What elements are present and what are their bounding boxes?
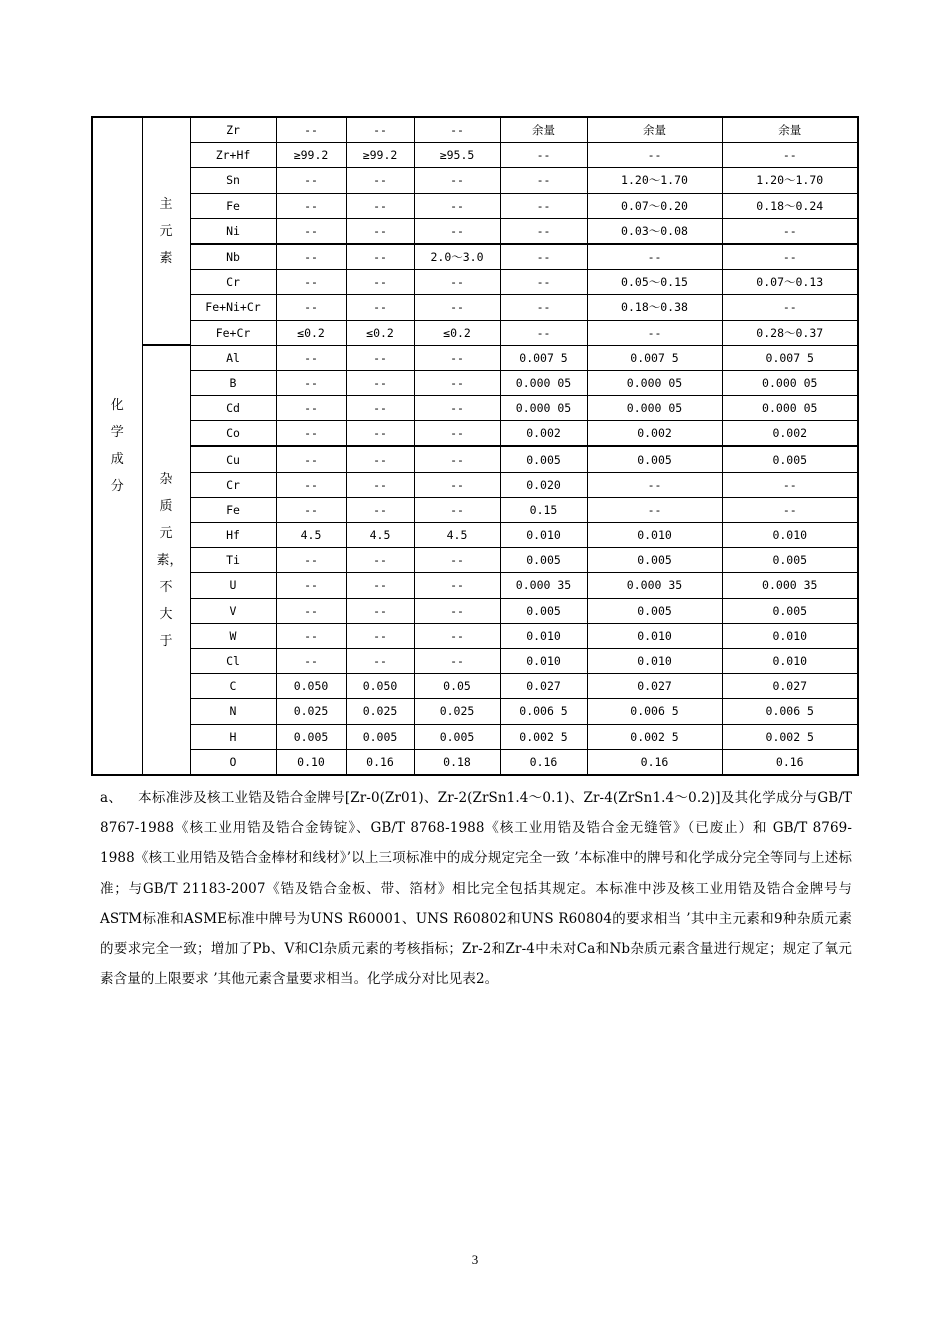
value-cell: --	[587, 244, 722, 270]
value-cell: 1.20～1.70	[722, 168, 858, 193]
table-row	[92, 143, 858, 168]
value-cell: --	[276, 648, 346, 673]
value-cell: --	[276, 497, 346, 522]
value-cell: --	[414, 345, 500, 370]
value-cell: 0.18	[414, 749, 500, 775]
value-cell: 0.005	[722, 446, 858, 472]
value-cell: 0.000 05	[587, 396, 722, 421]
value-cell: --	[414, 472, 500, 497]
value-cell: --	[276, 396, 346, 421]
value-cell: --	[414, 370, 500, 395]
value-cell: 1.20～1.70	[587, 168, 722, 193]
value-cell: --	[414, 573, 500, 598]
element-cell: B	[190, 370, 276, 395]
table-row	[92, 345, 858, 370]
table-row	[92, 218, 858, 244]
value-cell: --	[276, 295, 346, 320]
value-cell: 0.025	[346, 699, 414, 724]
element-cell: V	[190, 598, 276, 623]
value-cell: --	[414, 421, 500, 447]
value-cell: --	[414, 270, 500, 295]
value-cell: --	[722, 497, 858, 522]
element-cell: Cu	[190, 446, 276, 472]
value-cell: --	[500, 168, 587, 193]
value-cell: --	[346, 270, 414, 295]
table-row	[92, 472, 858, 497]
value-cell: --	[276, 193, 346, 218]
value-cell: --	[722, 218, 858, 244]
table-row	[92, 523, 858, 548]
value-cell: 0.002 5	[722, 724, 858, 749]
value-cell: 0.10	[276, 749, 346, 775]
element-cell: U	[190, 573, 276, 598]
value-cell: 0.000 05	[722, 370, 858, 395]
value-cell: 0.010	[587, 648, 722, 673]
value-cell: 0.010	[500, 623, 587, 648]
value-cell: --	[346, 218, 414, 244]
value-cell: --	[346, 598, 414, 623]
value-cell: --	[276, 345, 346, 370]
value-cell: --	[414, 218, 500, 244]
value-cell: 0.000 05	[500, 370, 587, 395]
value-cell: 0.006 5	[722, 699, 858, 724]
value-cell: 0.16	[587, 749, 722, 775]
element-cell: Nb	[190, 244, 276, 270]
value-cell: --	[587, 472, 722, 497]
table-row	[92, 648, 858, 673]
value-cell: --	[414, 193, 500, 218]
element-cell: O	[190, 749, 276, 775]
value-cell: 0.002 5	[500, 724, 587, 749]
value-cell: 0.005	[587, 598, 722, 623]
footnote-text: 本标准涉及核工业锆及锆合金牌号[Zr-0(Zr01)、Zr-2(ZrSn1.4～0.1)、Zr-4(ZrSn1.4～0.2)]及其化学成分与GB/T 8767-1988《核工业用锆及锆合金铸锭》、GB/T 8768-1988《核工业用锆及锆合金无缝管》（已废止）和 GB/T 8769-1988《核工业用锆及锆合金棒材和线材》’以上三项标准中的成分规定完全一致 ’本标准中的牌号和化学成分完全等同与上述标准；与GB/T 21183-2007《锆及锆合金板、带、箔材》相比完全包括其规定。本标准中涉及核工业用锆及锆合金牌号与ASTM标准和ASME标准中牌号为UNS R60001、UNS R60802和UNS R60804的要求相当 ’其中主元素和9种杂质元素的要求完全一致；增加了Pb、V和Cl杂质元素的考核指标；Zr-2和Zr-4中未对Ca和Nb杂质元素含量进行规定；规定了氧元素含量的上限要求 ’其他元素含量要求相当。化学成分对比见表2。	[100, 790, 853, 988]
value-cell: 0.16	[722, 749, 858, 775]
value-cell: --	[722, 295, 858, 320]
value-cell: 0.010	[722, 648, 858, 673]
value-cell: --	[500, 244, 587, 270]
element-cell: W	[190, 623, 276, 648]
value-cell: 0.005	[500, 598, 587, 623]
table-row	[92, 699, 858, 724]
value-cell: 0.05	[414, 674, 500, 699]
value-cell: 0.007 5	[722, 345, 858, 370]
value-cell: --	[276, 446, 346, 472]
value-cell: --	[276, 573, 346, 598]
value-cell: 0.05～0.15	[587, 270, 722, 295]
element-cell: Fe+Cr	[190, 320, 276, 345]
footnote-marker: a、	[100, 790, 123, 806]
value-cell: 0.010	[500, 648, 587, 673]
main-elements-label: 主元素	[142, 117, 190, 345]
value-cell: --	[346, 472, 414, 497]
page-number: 3	[471, 1252, 479, 1267]
value-cell: 0.000 35	[587, 573, 722, 598]
value-cell: --	[346, 295, 414, 320]
value-cell: --	[414, 497, 500, 522]
value-cell: 0.005	[276, 724, 346, 749]
element-cell: Ti	[190, 548, 276, 573]
element-cell: Ni	[190, 218, 276, 244]
value-cell: --	[276, 270, 346, 295]
value-cell: 0.027	[722, 674, 858, 699]
value-cell: --	[276, 548, 346, 573]
value-cell: 0.010	[587, 523, 722, 548]
value-cell: 余量	[722, 117, 858, 143]
value-cell: --	[414, 117, 500, 143]
value-cell: 0.000 05	[722, 396, 858, 421]
value-cell: --	[346, 623, 414, 648]
value-cell: 0.16	[500, 749, 587, 775]
value-cell: --	[276, 598, 346, 623]
value-cell: --	[414, 396, 500, 421]
value-cell: --	[500, 218, 587, 244]
value-cell: --	[414, 648, 500, 673]
value-cell: 0.005	[500, 548, 587, 573]
value-cell: --	[587, 320, 722, 345]
value-cell: --	[276, 472, 346, 497]
table-row	[92, 396, 858, 421]
table-row	[92, 421, 858, 447]
value-cell: 0.005	[587, 446, 722, 472]
value-cell: 0.027	[500, 674, 587, 699]
value-cell: 0.03～0.08	[587, 218, 722, 244]
value-cell: 4.5	[276, 523, 346, 548]
value-cell: 0.020	[500, 472, 587, 497]
value-cell: 0.007 5	[500, 345, 587, 370]
table-row	[92, 193, 858, 218]
value-cell: 4.5	[346, 523, 414, 548]
value-cell: --	[346, 573, 414, 598]
value-cell: --	[587, 143, 722, 168]
value-cell: 0.18～0.24	[722, 193, 858, 218]
element-cell: Cr	[190, 472, 276, 497]
value-cell: --	[346, 446, 414, 472]
value-cell: --	[414, 623, 500, 648]
element-cell: Cl	[190, 648, 276, 673]
element-cell: Cd	[190, 396, 276, 421]
value-cell: 0.010	[722, 623, 858, 648]
table-row	[92, 320, 858, 345]
value-cell: --	[722, 143, 858, 168]
value-cell: --	[414, 168, 500, 193]
table-row	[92, 244, 858, 270]
impurity-elements-label: 杂质元素，不大于	[142, 345, 190, 775]
value-cell: 0.050	[346, 674, 414, 699]
value-cell: 0.005	[587, 548, 722, 573]
value-cell: --	[414, 548, 500, 573]
chemical-composition-table	[91, 116, 859, 776]
value-cell: 2.0～3.0	[414, 244, 500, 270]
value-cell: ≤0.2	[276, 320, 346, 345]
value-cell: 0.005	[346, 724, 414, 749]
value-cell: 0.025	[414, 699, 500, 724]
value-cell: 0.000 05	[500, 396, 587, 421]
value-cell: 0.010	[500, 523, 587, 548]
table-row	[92, 548, 858, 573]
value-cell: --	[500, 270, 587, 295]
value-cell: --	[346, 421, 414, 447]
element-cell: Fe	[190, 193, 276, 218]
value-cell: 0.005	[722, 548, 858, 573]
value-cell: --	[500, 295, 587, 320]
value-cell: --	[414, 295, 500, 320]
value-cell: 0.000 05	[587, 370, 722, 395]
value-cell: 0.000 35	[722, 573, 858, 598]
value-cell: 0.006 5	[500, 699, 587, 724]
table-row	[92, 598, 858, 623]
value-cell: --	[500, 193, 587, 218]
element-cell: Sn	[190, 168, 276, 193]
value-cell: --	[346, 396, 414, 421]
value-cell: 0.07～0.13	[722, 270, 858, 295]
value-cell: --	[414, 598, 500, 623]
table-row	[92, 168, 858, 193]
value-cell: --	[346, 370, 414, 395]
table-row	[92, 295, 858, 320]
value-cell: 余量	[500, 117, 587, 143]
value-cell: --	[346, 244, 414, 270]
value-cell: --	[276, 117, 346, 143]
table-row	[92, 497, 858, 522]
value-cell: 0.15	[500, 497, 587, 522]
value-cell: ≥95.5	[414, 143, 500, 168]
value-cell: --	[500, 143, 587, 168]
value-cell: 0.07～0.20	[587, 193, 722, 218]
value-cell: --	[346, 648, 414, 673]
element-cell: Al	[190, 345, 276, 370]
value-cell: --	[346, 497, 414, 522]
element-cell: Zr+Hf	[190, 143, 276, 168]
table-row	[92, 674, 858, 699]
value-cell: 余量	[587, 117, 722, 143]
value-cell: 0.002 5	[587, 724, 722, 749]
value-cell: --	[500, 320, 587, 345]
value-cell: 4.5	[414, 523, 500, 548]
value-cell: --	[722, 244, 858, 270]
value-cell: --	[346, 345, 414, 370]
value-cell: 0.005	[414, 724, 500, 749]
value-cell: --	[276, 623, 346, 648]
table-row	[92, 270, 858, 295]
table-row	[92, 749, 858, 775]
value-cell: 0.28～0.37	[722, 320, 858, 345]
value-cell: 0.050	[276, 674, 346, 699]
element-cell: Zr	[190, 117, 276, 143]
value-cell: --	[276, 421, 346, 447]
value-cell: --	[722, 472, 858, 497]
value-cell: --	[346, 193, 414, 218]
table-row	[92, 623, 858, 648]
value-cell: ≤0.2	[346, 320, 414, 345]
element-cell: N	[190, 699, 276, 724]
table-row	[92, 446, 858, 472]
value-cell: --	[346, 548, 414, 573]
value-cell: ≤0.2	[414, 320, 500, 345]
value-cell: --	[276, 244, 346, 270]
value-cell: 0.025	[276, 699, 346, 724]
value-cell: 0.005	[722, 598, 858, 623]
value-cell: 0.000 35	[500, 573, 587, 598]
value-cell: 0.002	[587, 421, 722, 447]
value-cell: 0.010	[722, 523, 858, 548]
category-label: 化学成分	[92, 117, 142, 775]
value-cell: 0.007 5	[587, 345, 722, 370]
value-cell: 0.18～0.38	[587, 295, 722, 320]
value-cell: 0.002	[500, 421, 587, 447]
value-cell: 0.005	[500, 446, 587, 472]
value-cell: --	[276, 218, 346, 244]
element-cell: H	[190, 724, 276, 749]
element-cell: Co	[190, 421, 276, 447]
value-cell: 0.010	[587, 623, 722, 648]
element-cell: Cr	[190, 270, 276, 295]
value-cell: 0.006 5	[587, 699, 722, 724]
value-cell: ≥99.2	[346, 143, 414, 168]
footnote-paragraph	[100, 783, 852, 994]
value-cell: 0.16	[346, 749, 414, 775]
element-cell: Hf	[190, 523, 276, 548]
value-cell: --	[346, 168, 414, 193]
element-cell: C	[190, 674, 276, 699]
element-cell: Fe+Ni+Cr	[190, 295, 276, 320]
value-cell: --	[414, 446, 500, 472]
value-cell: --	[276, 370, 346, 395]
value-cell: --	[346, 117, 414, 143]
value-cell: 0.027	[587, 674, 722, 699]
value-cell: 0.002	[722, 421, 858, 447]
value-cell: --	[276, 168, 346, 193]
value-cell: ≥99.2	[276, 143, 346, 168]
element-cell: Fe	[190, 497, 276, 522]
table-row	[92, 370, 858, 395]
value-cell: --	[587, 497, 722, 522]
table-row	[92, 117, 858, 143]
table-row	[92, 724, 858, 749]
table-row	[92, 573, 858, 598]
